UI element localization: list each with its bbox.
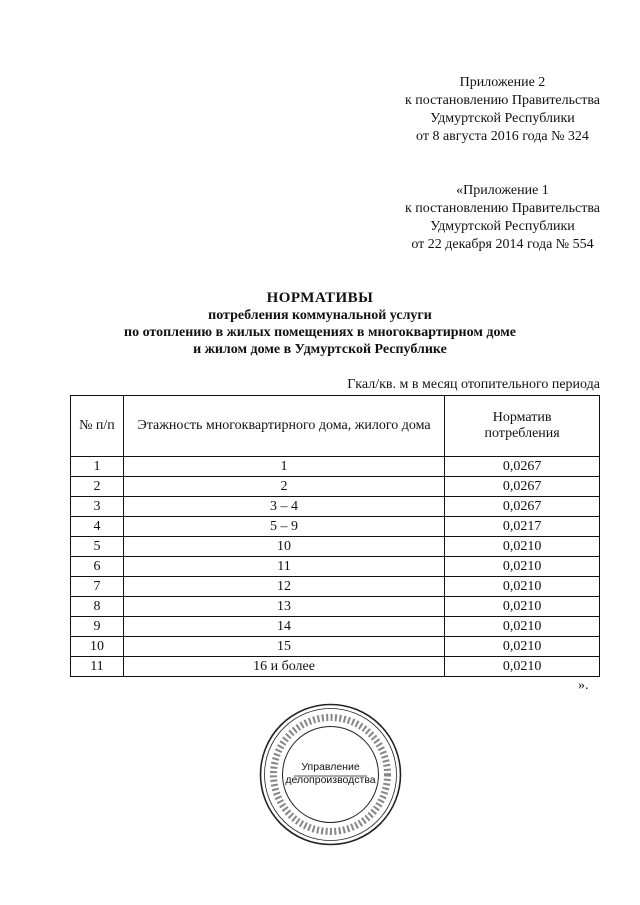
title-main: НОРМАТИВЫ [266,290,374,306]
table-row [71,457,600,477]
appendix-line: от 22 декабря 2014 года № 554 [411,237,594,252]
row-norm-cell: 0,0217 [445,517,600,537]
row-floors-cell: 10 [123,537,444,557]
row-number-cell: 4 [71,517,124,537]
title-line: потребления коммунальной услуги [208,308,432,323]
appendix-line: к постановлению Правительства [404,201,600,216]
row-number-cell: 8 [71,597,124,617]
row-norm-cell: 0,0210 [445,597,600,617]
unit-label: Гкал/кв. м в месяц отопительного периода [347,377,600,392]
header-norm [445,396,600,457]
row-floors-cell: 15 [123,637,444,657]
row-number-cell: 9 [71,617,124,637]
document-title [0,290,640,358]
row-number-cell: 11 [71,657,124,677]
title-line: и жилом доме в Удмуртской Республике [193,342,447,357]
row-floors-cell: 2 [123,477,444,497]
row-norm-cell: 0,0267 [445,497,600,517]
row-norm-cell: 0,0267 [445,457,600,477]
row-number-cell: 5 [71,537,124,557]
row-number-cell: 6 [71,557,124,577]
appendix-line: Приложение 2 [459,75,546,90]
appendix-line: «Приложение 1 [456,183,549,198]
appendix-line: к постановлению Правительства [404,93,600,108]
header-text: Этажность многоквартирного дома, жилого дома [137,418,431,433]
table-row [71,597,600,617]
row-norm-cell: 0,0210 [445,537,600,557]
row-floors-cell: 5 – 9 [123,517,444,537]
row-number-cell: 3 [71,497,124,517]
row-number-cell: 7 [71,577,124,597]
row-norm-cell: 0,0210 [445,577,600,597]
row-number-cell: 2 [71,477,124,497]
header-number [71,396,124,457]
row-floors-cell: 1 [123,457,444,477]
header-floors [123,396,444,457]
row-floors-cell: 13 [123,597,444,617]
header-text: № п/п [79,418,115,433]
table-row [71,617,600,637]
row-norm-cell: 0,0267 [445,477,600,497]
appendix-2-header [405,74,600,146]
row-norm-cell: 0,0210 [445,617,600,637]
norms-table [70,395,600,677]
appendix-line: от 8 августа 2016 года № 324 [416,129,589,144]
row-norm-cell: 0,0210 [445,557,600,577]
appendix-1-header [405,182,600,254]
table-row [71,577,600,597]
row-floors-cell: 14 [123,617,444,637]
title-line: по отоплению в жилых помещениях в многоквартирном доме [124,325,516,340]
table-row [71,517,600,537]
appendix-line: Удмуртской Республики [430,219,575,234]
table-header-row [71,396,600,457]
row-floors-cell: 12 [123,577,444,597]
table-row [71,477,600,497]
table-row [71,637,600,657]
row-number-cell: 1 [71,457,124,477]
header-text: Норматив потребления [484,410,560,441]
row-floors-cell: 3 – 4 [123,497,444,517]
row-floors-cell: 16 и более [123,657,444,677]
seal-text-line2: делопроизводства [285,774,376,786]
closing-quote: ». [578,678,589,693]
appendix-line: Удмуртской Республики [430,111,575,126]
table-row [71,537,600,557]
table-row [71,557,600,577]
row-norm-cell: 0,0210 [445,637,600,657]
row-norm-cell: 0,0210 [445,657,600,677]
seal-text-line1: Управление [301,761,360,773]
table-row [71,497,600,517]
official-seal [258,702,403,847]
row-number-cell: 10 [71,637,124,657]
table-row [71,657,600,677]
row-floors-cell: 11 [123,557,444,577]
